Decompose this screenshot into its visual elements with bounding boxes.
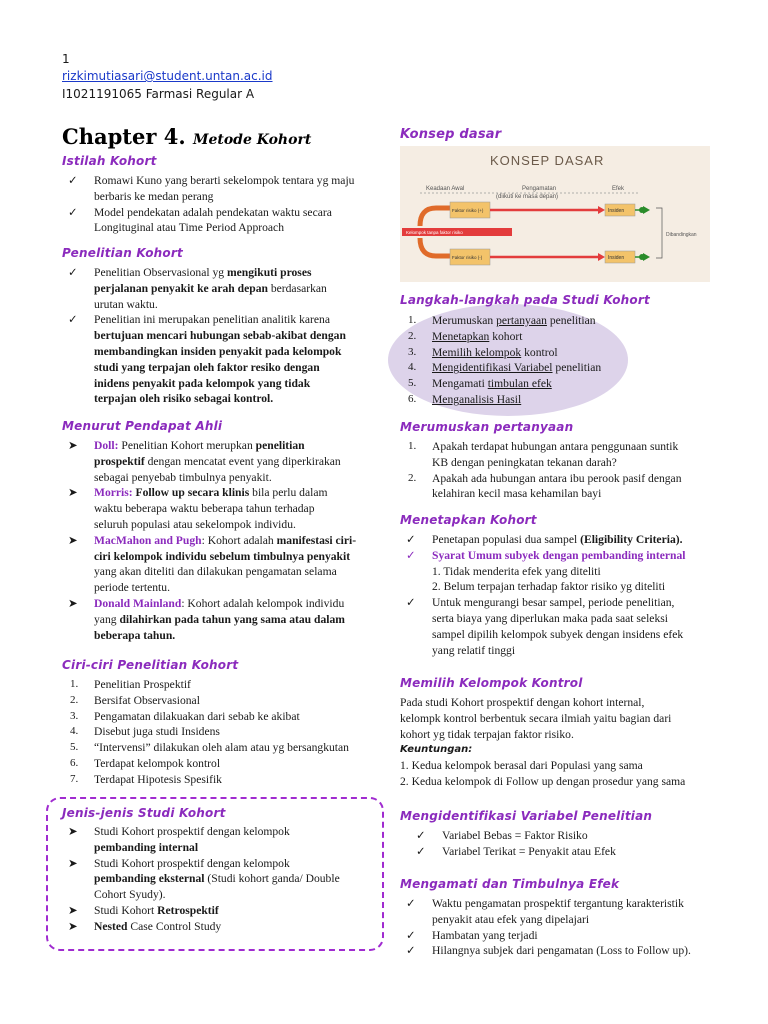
check-icon: ✓ (68, 205, 78, 219)
heading-istilah: Istilah Kohort (62, 154, 157, 168)
check-icon: ✓ (406, 533, 416, 546)
svg-text:Faktor risiko (-): Faktor risiko (-) (452, 255, 483, 260)
svg-text:Pengamatan: Pengamatan (522, 186, 557, 192)
chapter-subtitle: Metode Kohort (192, 132, 312, 148)
heading-identifikasi: Mengidentifikasi Variabel Penelitian (400, 809, 653, 823)
list-item: ✓ Model pendekatan adalah pendekatan waktu secara Longituginal atau Time Period Approach (68, 205, 332, 235)
istilah-list (62, 173, 392, 236)
list-item: ➤ Morris: Follow up secara klinis bila perlu dalam waktu beberapa waktu beberapa tahun terhadap seluruh populasi atau sekelompok individu. (68, 486, 328, 531)
list-item: 2. Apakah ada hubungan antara ibu perook pasif dengan kelahiran kecil masa kehamilan bayi (408, 471, 682, 501)
ahli-list (62, 438, 392, 643)
heading-langkah: Langkah-langkah pada Studi Kohort (400, 293, 650, 307)
list-item: 3. Memilih kelompok kontrol (408, 345, 558, 359)
check-icon: ✓ (416, 829, 426, 842)
mengamati-list (400, 896, 740, 959)
student-id: I1021191065 Farmasi Regular A (62, 87, 255, 101)
list-item: 5. Mengamati timbulan efek (408, 377, 552, 391)
chapter-label: Chapter 4. (62, 124, 186, 149)
list-item: 1. Merumuskan pertanyaan penelitian (408, 314, 596, 327)
list-item: ✓ Romawi Kuno yang berarti sekelompok tentara yg maju berbaris ke medan perang (68, 174, 355, 203)
list-item: 1. Tidak menderita efek yang diteliti (432, 564, 601, 578)
chapter-title (62, 124, 311, 149)
arrow-bullet-icon: ➤ (68, 486, 78, 500)
heading-ahli: Menurut Pendapat Ahli (62, 419, 223, 433)
heading-jenis: Jenis-jenis Studi Kohort (62, 806, 226, 820)
arrow-bullet-icon: ➤ (68, 825, 78, 838)
check-icon: ✓ (68, 266, 78, 279)
check-icon: ✓ (406, 944, 416, 958)
list-item: 2. Menetapkan kohort (408, 329, 523, 343)
check-icon: ✓ (68, 174, 78, 187)
check-icon: ✓ (406, 596, 416, 610)
heading-memilih: Memilih Kelompok Kontrol (400, 676, 583, 690)
jenis-list (62, 824, 380, 935)
arrow-bullet-icon: ➤ (68, 856, 78, 870)
svg-text:Faktor risiko (+): Faktor risiko (+) (452, 208, 484, 213)
list-item: 4. Disebut juga studi Insidens (70, 725, 220, 739)
svg-text:Efek: Efek (612, 186, 625, 192)
arrow-bullet-icon: ➤ (68, 919, 78, 933)
list-item: ✓ Hambatan yang terjadi (406, 928, 538, 942)
list-item: ✓ Variabel Bebas = Faktor Risiko (416, 829, 588, 842)
check-icon: ✓ (406, 928, 416, 942)
list-item: ➤ Studi Kohort prospektif dengan kelompok pembanding internal (68, 825, 290, 854)
list-item: 7. Terdapat Hipotesis Spesifik (70, 772, 222, 786)
email-link[interactable]: rizkimutiasari@student.untan.ac.id (62, 69, 273, 83)
list-item: 2. Bersifat Observasional (70, 693, 200, 707)
ciri-list (62, 677, 392, 788)
list-item: ✓ Penelitian Observasional yg mengikuti proses perjalanan penyakit ke arah depan berdasarkan urutan waktu. (68, 266, 327, 311)
list-item: ✓ Penetapan populasi dua sampel (Eligibility Criteria). (406, 533, 683, 546)
arrow-bullet-icon: ➤ (68, 903, 78, 917)
svg-text:Keadaan Awal: Keadaan Awal (426, 186, 465, 192)
list-item: ➤ Nested Case Control Study (68, 919, 222, 933)
heading-menetapkan: Menetapkan Kohort (400, 513, 537, 527)
svg-text:Dibandingkan: Dibandingkan (666, 232, 697, 238)
list-item: ➤ Doll: Penelitian Kohort merupkan penelitian prospektif dengan mencatat event yang diperkirakan sebagai penyebab timbulnya penyakit. (68, 439, 341, 484)
list-item: 2. Belum terpajan terhadap faktor risiko yg diteliti (432, 580, 666, 594)
list-item: 6. Menganalisis Hasil (408, 392, 522, 406)
list-item: 5. “Intervensi” dilakukan oleh alam atau yg bersangkutan (70, 741, 349, 755)
svg-text:Insiden: Insiden (608, 255, 625, 261)
heading-merumuskan: Merumuskan pertanyaan (400, 420, 574, 434)
arrow-bullet-icon: ➤ (68, 596, 78, 610)
langkah-list (400, 313, 720, 408)
page-number: 1 (62, 52, 70, 66)
list-item: 6. Terdapat kelompok kontrol (70, 756, 221, 770)
list-item: 1. Penelitian Prospektif (70, 678, 191, 691)
arrow-bullet-icon: ➤ (68, 533, 78, 547)
list-item: ➤ Studi Kohort prospektif dengan kelompok pembanding eksternal (Studi kohort ganda/ Double Cohort Syudy). (68, 856, 340, 902)
svg-text:(diikuti ke masa depan): (diikuti ke masa depan) (496, 194, 559, 200)
check-icon: ✓ (416, 844, 426, 858)
list-item: 1. Apakah terdapat hubungan antara penggunaan suntik KB dengan peningkatan tekanan darah? (408, 440, 679, 469)
svg-text:Kelompok tanpa faktor risiko: Kelompok tanpa faktor risiko (406, 230, 463, 235)
heading-penelitian: Penelitian Kohort (62, 246, 183, 260)
heading-ciri: Ciri-ciri Penelitian Kohort (62, 658, 239, 672)
menetapkan-list (400, 532, 740, 658)
list-item: 4. Mengidentifikasi Variabel penelitian (408, 361, 602, 375)
arrow-bullet-icon: ➤ (68, 439, 78, 452)
list-item: 3. Pengamatan dilakuakan dari sebab ke akibat (70, 709, 300, 723)
list-item: ✓ Hilangnya subjek dari pengamatan (Loss to Follow up). (406, 944, 691, 958)
list-item: ✓ Waktu pengamatan prospektif tergantung karakteristik penyakit atau efek yang dipelajari (406, 897, 684, 926)
list-item: ✓ Penelitian ini merupakan penelitian analitik karena bertujuan mencari hubungan sebab-akibat dengan membandingkan insiden penyakit pada kelompok studi yang terpajan oleh faktor resiko dengan inidens penyakit pada kelompok yang tidak terpajan oleh risiko sebagai kontrol. (68, 313, 346, 406)
merumuskan-list (400, 439, 730, 502)
konsep-dasar-diagram (400, 146, 710, 282)
list-item: ✓ Untuk mengurangi besar sampel, periode penelitian, serta biaya yang diperlukan maka pada saat seleksi sampel dipilih kelompok subyek dengan insidens efek yang relatif tinggi (406, 596, 684, 657)
check-icon: ✓ (68, 313, 78, 327)
list-item: ✓ Variabel Terikat = Penyakit atau Efek (416, 844, 616, 858)
svg-text:Insiden: Insiden (608, 208, 625, 214)
list-item: ➤ Studi Kohort Retrospektif (68, 903, 219, 917)
keuntungan-label: Keuntungan: (400, 744, 473, 756)
list-item: ➤ Donald Mainland: Kohort adalah kelompok individu yang dilahirkan pada tahun yang sama atau dalam beberapa tahun. (68, 596, 345, 642)
penelitian-list (62, 265, 392, 407)
check-icon: ✓ (406, 548, 416, 562)
list-item: ➤ MacMahon and Pugh: Kohort adalah manifestasi ciri- ciri kelompok individu sebelum timbulnya penyakit yang akan diteliti dan dilakukan pengamatan selama periode tertentu. (68, 533, 357, 595)
heading-mengamati: Mengamati dan Timbulnya Efek (400, 877, 620, 891)
identifikasi-list (410, 828, 730, 860)
heading-konsep: Konsep dasar (400, 127, 502, 142)
memilih-block: Pada studi Kohort prospektif dengan kohort internal, kelompk kontrol berbentuk secara ilmiah yaitu bagian dari kohort yg tidak terpajan faktor risiko. Keuntungan: 1. Kedua kelompok berasal dari Populasi yang sama 2. Kedua kelompok di Follow up dengan prosedur yang sama (400, 695, 740, 790)
diagram-title: KONSEP DASAR (490, 153, 605, 168)
list-item: ✓ Syarat Umum subyek dengan pembanding internal (406, 548, 686, 562)
check-icon: ✓ (406, 897, 416, 910)
